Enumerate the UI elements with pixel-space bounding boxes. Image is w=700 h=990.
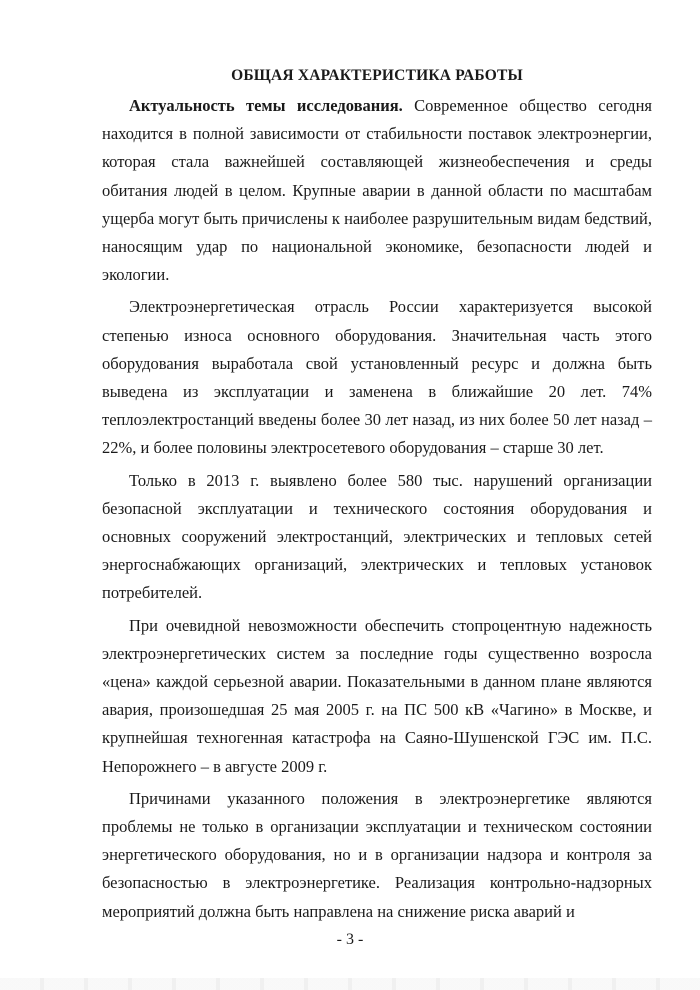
section-heading: ОБЩАЯ ХАРАКТЕРИСТИКА РАБОТЫ <box>231 67 523 84</box>
paragraph-text: Электроэнергетическая отрасль России характеризуется высокой степенью износа основного оборудования. Значительная часть этого оборудования выработала свой установленный ресурс и должна быть выведена из эксплуатации и заменена в ближайшие 20 лет. 74% теплоэлектростанций введены более 30 лет назад, из них более 50 лет назад – 22%, и более половины электросетевого оборудования – старше 30 лет. <box>102 297 652 458</box>
paragraph-text: При очевидной невозможности обеспечить стопроцентную надежность электроэнергетических систем за последние годы существенно возросла «цена» каждой серьезной аварии. Показательными в данном плане являются авария, произошедшая 25 мая 2005 г. на ПС 500 кВ «Чагино» в Москве, и крупнейшая техногенная катастрофа на Саяно-Шушенской ГЭС им. П.С. Непорожнего – в августе 2009 г. <box>102 615 652 776</box>
paragraph-relevance <box>102 92 652 289</box>
paragraph-violations-2013 <box>102 467 652 608</box>
paragraph-causes <box>102 785 652 926</box>
paragraph-accident-cost <box>102 612 652 781</box>
document-body <box>102 62 652 930</box>
paragraph-text: Причинами указанного положения в электроэнергетике являются проблемы не только в организации эксплуатации и техническом состоянии энергетического оборудования, но и в организации надзора и контроля за безопасностью в электроэнергетике. Реализация контрольно-надзорных мероприятий должна быть направлена на снижение риска аварий и <box>102 788 652 921</box>
paragraph-lead: Актуальность темы исследования. <box>129 96 403 115</box>
paragraph-text: Только в 2013 г. выявлено более 580 тыс. нарушений организации безопасной эксплуатации и технического состояния оборудования и основных сооружений электростанций, электрических и тепловых сетей энергоснабжающих организаций, электрических и тепловых установок потребителей. <box>102 470 652 603</box>
scan-bottom-edge <box>0 978 700 990</box>
paragraph-text: Современное общество сегодня находится в полной зависимости от стабильности поставок электроэнергии, которая стала важнейшей составляющей жизнеобеспечения и среды обитания людей в целом. Крупные аварии в данной области по масштабам ущерба могут быть причислены к наиболее разрушительным видам бедствий, наносящим удар по национальной экономике, безопасности людей и экологии. <box>102 96 652 285</box>
paragraph-equipment-wear <box>102 293 652 462</box>
page-number: - 3 - <box>336 931 364 948</box>
